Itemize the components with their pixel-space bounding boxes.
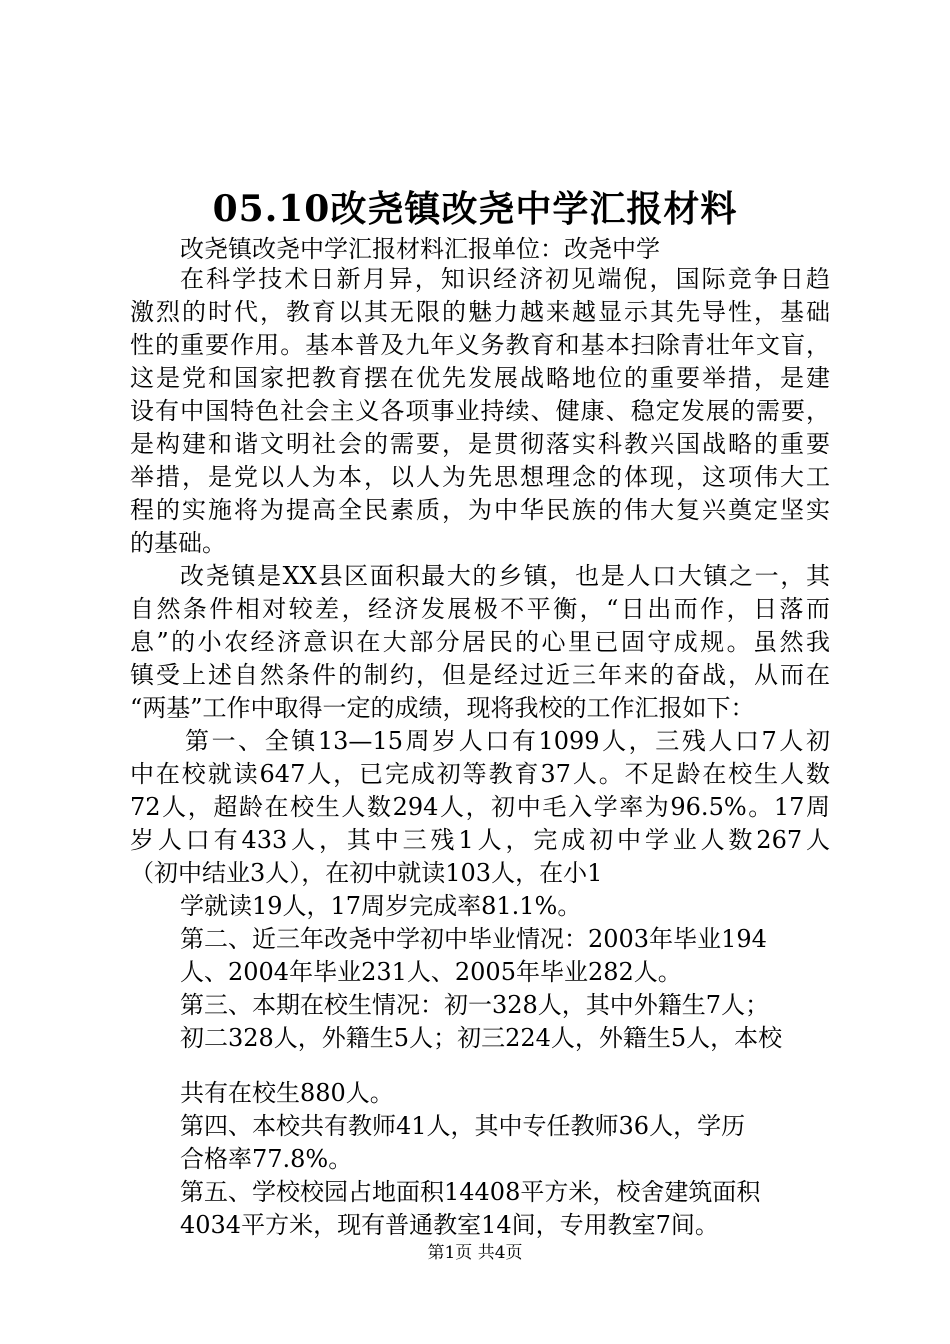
text-line: 程的实施将为提高全民素质，为中华民族的伟大复兴奠定坚实 (130, 496, 830, 524)
text-line: 合格率77.8%。 (180, 1145, 353, 1173)
text-line: 的基础。 (130, 529, 226, 557)
text-line: 人、2004年毕业231人、2005年毕业282人。 (180, 958, 682, 986)
text-line: 初二328人，外籍生5人；初三224人，外籍生5人，本校 (180, 1024, 783, 1052)
text-line: 举措，是党以人为本，以人为先思想理念的体现，这项伟大工 (130, 463, 830, 491)
text-line: 激烈的时代，教育以其无限的魅力越来越显示其先导性，基础 (130, 298, 830, 326)
text-line: 学就读19人，17周岁完成率81.1%。 (180, 892, 582, 920)
text-line: 第五、学校校园占地面积14408平方米，校舍建筑面积 (180, 1178, 761, 1206)
text-line: 性的重要作用。基本普及九年义务教育和基本扫除青壮年文盲， (130, 331, 830, 359)
text-line: 岁人口有433人，其中三残1人，完成初中学业人数267人 (130, 826, 830, 854)
text-line: 息”的小农经济意识在大部分居民的心里已固守成规。虽然我 (130, 628, 830, 656)
text-line: 第二、近三年改尧中学初中毕业情况：2003年毕业194 (180, 925, 767, 953)
text-line: “两基”工作中取得一定的成绩，现将我校的工作汇报如下： (130, 694, 755, 722)
page-footer: 第1页 共4页 (427, 1243, 523, 1263)
text-line: 第一、全镇13—15周岁人口有1099人，三残人口7人初 (185, 727, 830, 755)
text-line: 在科学技术日新月异，知识经济初见端倪，国际竞争日趋 (180, 265, 830, 293)
text-line: 是构建和谐文明社会的需要，是贯彻落实科教兴国战略的重要 (130, 430, 830, 458)
text-line: 自然条件相对较差，经济发展极不平衡，“日出而作，日落而 (130, 595, 830, 623)
text-line: 改尧镇是XX县区面积最大的乡镇，也是人口大镇之一，其 (180, 562, 830, 590)
text-line: 这是党和国家把教育摆在优先发展战略地位的重要举措，是建 (130, 364, 830, 392)
document-title: 05.10改尧镇改尧中学汇报材料 (212, 188, 738, 230)
text-line: 镇受上述自然条件的制约，但是经过近三年来的奋战，从而在 (130, 661, 830, 689)
text-line: 改尧镇改尧中学汇报材料汇报单位：改尧中学 (180, 235, 660, 263)
text-line: （初中结业3人），在初中就读103人，在小1 (130, 859, 603, 887)
text-line: 第三、本期在校生情况：初一328人，其中外籍生7人； (180, 991, 770, 1019)
text-line: 72人，超龄在校生人数294人，初中毛入学率为96.5%。17周 (130, 793, 830, 821)
text-line: 共有在校生880人。 (180, 1079, 394, 1107)
text-line: 中在校就读647人，已完成初等教育37人。不足龄在校生人数 (130, 760, 830, 788)
text-line: 第四、本校共有教师41人，其中专任教师36人，学历 (180, 1112, 746, 1140)
text-line: 设有中国特色社会主义各项事业持续、健康、稳定发展的需要， (130, 397, 830, 425)
text-line: 4034平方米，现有普通教室14间，专用教室7间。 (180, 1211, 719, 1239)
